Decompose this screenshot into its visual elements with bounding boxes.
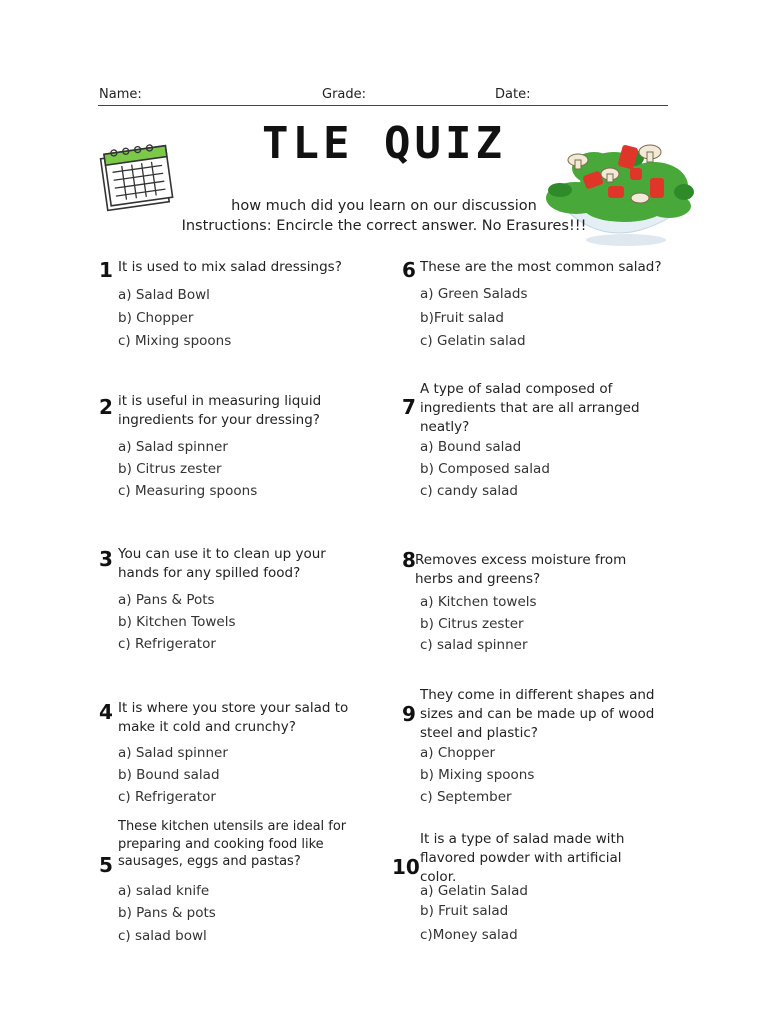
question-number: 10 (392, 855, 420, 879)
question-number: 4 (99, 700, 113, 724)
question-text-content: Removes excess moisture from herbs and greens? (415, 552, 627, 587)
option-b[interactable]: b) Kitchen Towels (118, 614, 236, 630)
option-b[interactable]: b) Composed salad (420, 461, 550, 477)
option-c[interactable]: c) Refrigerator (118, 636, 216, 652)
option-b[interactable]: b) Pans & pots (118, 905, 216, 921)
question-text: It is used to mix salad dressings? (118, 259, 342, 275)
question-number: 2 (99, 395, 113, 419)
option-a[interactable]: a) Green Salads (420, 286, 528, 302)
question-number: 1 (99, 258, 113, 282)
option-a[interactable]: a) Chopper (420, 745, 496, 761)
question-text (415, 551, 660, 589)
option-b[interactable]: b) Fruit salad (420, 903, 509, 919)
option-a[interactable]: a) Bound salad (420, 439, 522, 455)
question-text: It is a type of salad made with flavored powder with artificial color. (420, 831, 625, 885)
grade-label: Grade: (322, 87, 367, 102)
option-c[interactable]: c) salad spinner (420, 637, 528, 653)
date-label: Date: (495, 87, 531, 102)
question-number: 6 (402, 258, 416, 282)
option-b[interactable]: b) Citrus zester (420, 616, 524, 632)
option-a[interactable]: a) Pans & Pots (118, 592, 215, 608)
question-number: 8 (402, 548, 416, 572)
option-c[interactable]: c) Gelatin salad (420, 333, 526, 349)
option-a[interactable]: a) Salad spinner (118, 439, 228, 455)
instructions: Instructions: Encircle the correct answer. No Erasures!!! (181, 218, 587, 234)
subtitle: how much did you learn on our discussion (231, 198, 537, 214)
option-b[interactable]: b) Mixing spoons (420, 767, 535, 783)
question-text: These kitchen utensils are ideal for preparing and cooking food like sausages, eggs and pastas? (118, 819, 347, 869)
option-c[interactable]: c) salad bowl (118, 928, 207, 944)
option-c[interactable]: c) Measuring spoons (118, 483, 258, 499)
question-number: 3 (99, 547, 113, 571)
option-b[interactable]: b) Bound salad (118, 767, 220, 783)
option-c[interactable]: c) September (420, 789, 512, 805)
question-text: A type of salad composed of ingredients that are all arranged neatly? (420, 381, 640, 435)
option-b[interactable]: b) Citrus zester (118, 461, 222, 477)
option-a[interactable]: a) Kitchen towels (420, 594, 537, 610)
option-a[interactable]: a) salad knife (118, 883, 210, 899)
question-number: 9 (402, 702, 416, 726)
question-number: 5 (99, 853, 113, 877)
option-c[interactable]: c) Mixing spoons (118, 333, 232, 349)
option-b[interactable]: b)Fruit salad (420, 310, 504, 326)
option-a[interactable]: a) Gelatin Salad (420, 883, 528, 899)
option-c[interactable]: c) candy salad (420, 483, 518, 499)
page-title: TLE QUIZ (262, 118, 506, 169)
name-label: Name: (99, 87, 142, 102)
option-b[interactable]: b) Chopper (118, 310, 194, 326)
question-text: They come in different shapes and sizes and can be made up of wood steel and plastic? (420, 687, 655, 741)
option-c[interactable]: c)Money salad (420, 927, 518, 943)
question-text: You can use it to clean up your hands for any spilled food? (118, 546, 326, 581)
question-text: it is useful in measuring liquid ingredients for your dressing? (118, 393, 322, 428)
question-text: It is where you store your salad to make it cold and crunchy? (118, 700, 349, 735)
question-number: 7 (402, 395, 416, 419)
header-divider (98, 105, 668, 106)
option-a[interactable]: a) Salad spinner (118, 745, 228, 761)
question-text: These are the most common salad? (420, 259, 662, 275)
option-a[interactable]: a) Salad Bowl (118, 287, 210, 303)
option-c[interactable]: c) Refrigerator (118, 789, 216, 805)
